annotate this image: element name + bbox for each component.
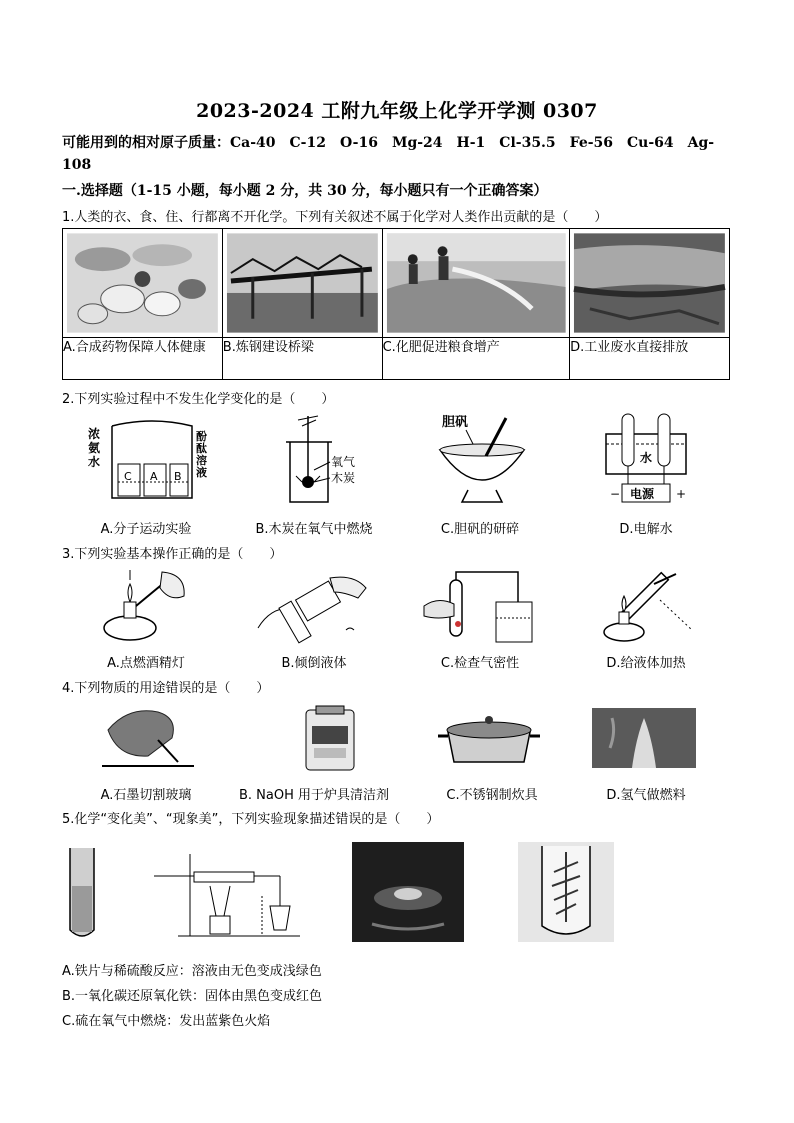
q4-option-c[interactable]: C.不锈钢制炊具 bbox=[446, 788, 538, 803]
q4-option-a[interactable]: A.石墨切割玻璃 bbox=[100, 788, 192, 803]
fertilizer-field-photo bbox=[383, 229, 570, 337]
co-reduction-apparatus-photo bbox=[150, 846, 314, 942]
q1-stem: 1.人类的衣、食、住、行都离不开化学。下列有关叙述不属于化学对人类作出贡献的是（ ） bbox=[62, 210, 608, 225]
q5-option-a[interactable]: A.铁片与稀硫酸反应：溶液由无色变成浅绿色 bbox=[62, 964, 322, 979]
q1-photo-b bbox=[222, 229, 382, 338]
beaker-c-label: C bbox=[124, 470, 132, 483]
q1-table bbox=[62, 228, 730, 380]
liquid-heating-diagram bbox=[600, 566, 696, 646]
copper-silver-test-tube-photo bbox=[518, 842, 614, 942]
phenol-label-2: 酞 bbox=[196, 442, 207, 455]
plus-label: + bbox=[676, 487, 687, 501]
q1-option-a[interactable]: A.合成药物保障人体健康 bbox=[63, 338, 223, 380]
molecular-motion-diagram bbox=[82, 418, 212, 510]
q1-photo-c bbox=[382, 229, 570, 338]
charcoal-burning-diagram bbox=[268, 412, 378, 512]
ammonia-label-2: 氨 bbox=[88, 441, 101, 455]
q1-photo-d bbox=[570, 229, 730, 338]
water-label: 水 bbox=[640, 451, 653, 465]
q4-option-b[interactable]: B. NaOH 用于炉具清洁剂 bbox=[238, 788, 389, 803]
minus-label: − bbox=[610, 487, 621, 501]
q2-option-b[interactable]: B.木炭在氧气中燃烧 bbox=[255, 522, 373, 537]
q4-stem: 4.下列物质的用途错误的是（ ） bbox=[62, 681, 270, 696]
q5-option-b[interactable]: B.一氧化碳还原氧化铁：固体由黑色变成红色 bbox=[62, 989, 323, 1004]
oxygen-label: 氧气 bbox=[331, 455, 356, 469]
danfan-label: 胆矾 bbox=[442, 415, 469, 430]
phenol-label-3: 溶 bbox=[196, 454, 207, 467]
power-label: 电源 bbox=[630, 487, 655, 501]
wastewater-photo bbox=[570, 229, 729, 337]
iron-acid-test-tube-photo bbox=[64, 846, 100, 942]
charcoal-label: 木炭 bbox=[331, 471, 356, 485]
phenol-label-1: 酚 bbox=[196, 430, 207, 443]
q1-option-c[interactable]: C.化肥促进粮食增产 bbox=[382, 338, 570, 380]
atomic-masses: 可能用到的相对原子质量：Ca-40 C-12 O-16 Mg-24 H-1 Cl-35.5 Fe-56 Cu-64 Ag-108 bbox=[62, 135, 715, 173]
mortar-pestle-diagram bbox=[432, 410, 532, 510]
airtightness-check-diagram bbox=[418, 566, 538, 646]
graphite-cutting-glass-photo bbox=[98, 700, 198, 772]
q3-option-c[interactable]: C.检查气密性 bbox=[440, 656, 520, 671]
q2-option-d[interactable]: D.电解水 bbox=[619, 522, 673, 537]
beaker-b-label: B bbox=[174, 470, 182, 483]
q2-option-a[interactable]: A.分子运动实验 bbox=[100, 522, 192, 537]
q1-option-d[interactable]: D.工业废水直接排放 bbox=[570, 338, 730, 380]
ammonia-label-3: 水 bbox=[88, 455, 101, 469]
beaker-a-label: A bbox=[150, 470, 158, 483]
ammonia-label-1: 浓 bbox=[88, 427, 101, 441]
sulfur-burning-photo bbox=[352, 842, 464, 942]
q4-option-d[interactable]: D.氢气做燃料 bbox=[606, 788, 686, 803]
q1-photo-a bbox=[63, 229, 223, 338]
q3-option-b[interactable]: B.倾倒液体 bbox=[281, 656, 347, 671]
naoh-cleaner-photo bbox=[292, 704, 368, 774]
phenol-label-4: 液 bbox=[196, 466, 207, 479]
page-title: 2023-2024 工附九年级上化学开学测 0307 bbox=[196, 100, 598, 122]
q2-option-c[interactable]: C.胆矾的研碎 bbox=[440, 522, 520, 537]
q3-stem: 3.下列实验基本操作正确的是（ ） bbox=[62, 547, 283, 562]
q3-option-d[interactable]: D.给液体加热 bbox=[606, 656, 686, 671]
pouring-liquid-diagram bbox=[250, 568, 370, 644]
hydrogen-fuel-photo bbox=[592, 708, 696, 768]
q5-option-c[interactable]: C.硫在氧气中燃烧：发出蓝紫色火焰 bbox=[62, 1014, 271, 1029]
section-heading: 一.选择题（1-15 小题，每小题 2 分，共 30 分，每小题只有一个正确答案） bbox=[62, 183, 548, 199]
q3-option-a[interactable]: A.点燃酒精灯 bbox=[107, 656, 185, 671]
alcohol-lamp-lighting-diagram bbox=[100, 566, 190, 646]
medicine-pills-photo bbox=[63, 229, 222, 337]
stainless-pot-photo bbox=[434, 712, 544, 772]
electrolysis-diagram bbox=[598, 412, 694, 508]
steel-bridge-photo bbox=[223, 229, 382, 337]
q2-stem: 2.下列实验过程中不发生化学变化的是（ ） bbox=[62, 392, 335, 407]
q5-stem: 5.化学“变化美”、“现象美”，下列实验现象描述错误的是（ ） bbox=[62, 812, 440, 827]
q1-option-b[interactable]: B.炼钢建设桥梁 bbox=[222, 338, 382, 380]
